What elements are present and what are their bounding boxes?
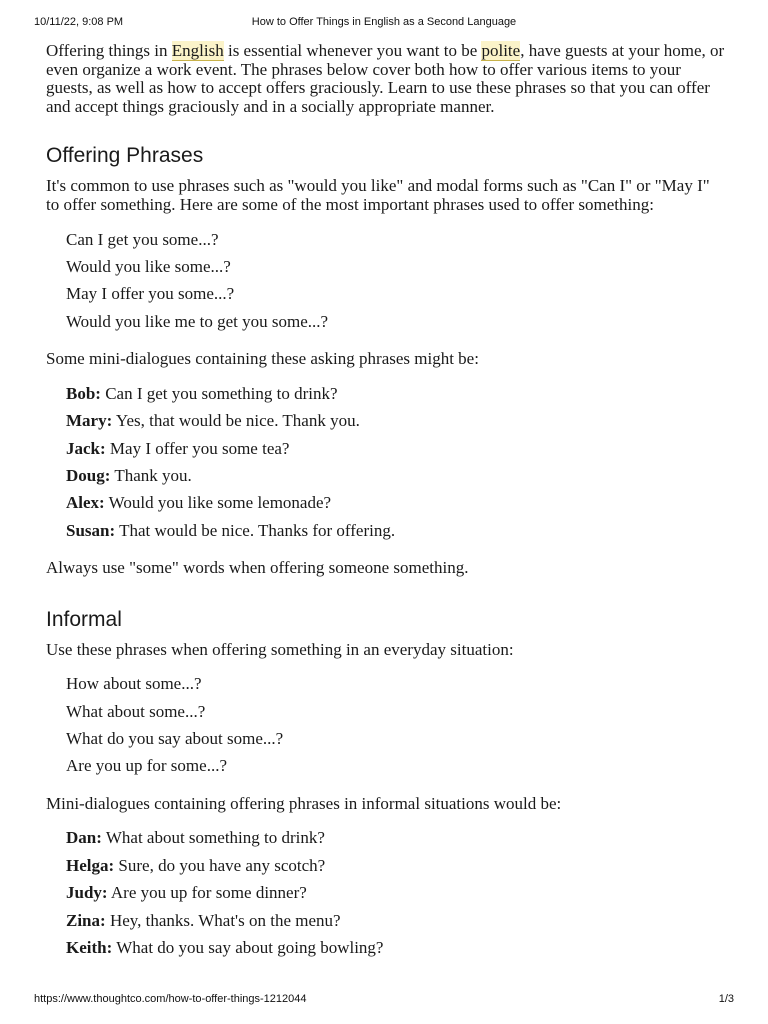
speaker-name: Susan: bbox=[66, 520, 116, 540]
print-header bbox=[0, 16, 768, 32]
list-item: Would you like some...? bbox=[66, 256, 231, 276]
speaker-name: Mary: bbox=[66, 411, 113, 431]
informal-lead: Use these phrases when offering something in an everyday situation: bbox=[46, 639, 514, 659]
list-item: Can I get you some...? bbox=[66, 229, 219, 249]
list-item: How about some...? bbox=[66, 674, 202, 694]
speaker-name: Alex: bbox=[66, 493, 105, 513]
speaker-name: Zina: bbox=[66, 910, 106, 930]
speaker-name: Keith: bbox=[66, 937, 113, 957]
speaker-name: Helga: bbox=[66, 855, 115, 875]
polite-link[interactable]: polite bbox=[481, 41, 521, 60]
section-heading-informal: Informal bbox=[46, 607, 122, 631]
print-footer bbox=[0, 993, 768, 1009]
print-title: How to Offer Things in English as a Second Language bbox=[251, 16, 517, 28]
offering-note: Always use "some" words when offering someone something. bbox=[46, 558, 469, 578]
speaker-name: Jack: bbox=[66, 438, 106, 458]
dialog-line bbox=[66, 522, 726, 549]
offering-lead: It's common to use phrases such as "would you like" and modal forms such as "Can I" or "May I" to offer something. Here are some of the most important phrases used to offer something: bbox=[46, 176, 710, 214]
offering-dialog-intro: Some mini-dialogues containing these asking phrases might be: bbox=[46, 349, 479, 369]
offering-phrase-list bbox=[66, 231, 726, 341]
intro-paragraph bbox=[46, 42, 726, 116]
dialog-text: What do you say about going bowling? bbox=[112, 937, 384, 957]
print-url: https://www.thoughtco.com/how-to-offer-things-1212044 bbox=[34, 993, 307, 1005]
dialog-line bbox=[66, 494, 726, 521]
dialog-line bbox=[66, 857, 726, 884]
dialog-text: May I offer you some tea? bbox=[105, 438, 290, 458]
dialog-line bbox=[66, 440, 726, 467]
informal-dialog-intro: Mini-dialogues containing offering phrases in informal situations would be: bbox=[46, 793, 562, 813]
speaker-name: Bob: bbox=[66, 383, 101, 403]
dialog-text: Would you like some lemonade? bbox=[104, 493, 332, 513]
article-body bbox=[46, 42, 726, 976]
list-item: Would you like me to get you some...? bbox=[66, 311, 329, 331]
dialog-text: Can I get you something to drink? bbox=[100, 383, 338, 403]
intro-text-1: Offering things in bbox=[46, 41, 172, 60]
dialog-text: Yes, that would be nice. Thank you. bbox=[112, 411, 360, 431]
speaker-name: Dan: bbox=[66, 828, 102, 848]
dialog-text: That would be nice. Thanks for offering. bbox=[115, 520, 396, 540]
dialog-text: Sure, do you have any scotch? bbox=[114, 855, 326, 875]
page-number: 1/3 bbox=[718, 993, 734, 1005]
dialog-line bbox=[66, 939, 726, 966]
intro-text-2: is essential whenever you want to be bbox=[223, 41, 482, 60]
dialog-line bbox=[66, 467, 726, 494]
dialog-text: Are you up for some dinner? bbox=[107, 883, 307, 903]
informal-dialog-list bbox=[66, 829, 726, 966]
print-date: 10/11/22, 9:08 PM bbox=[34, 16, 124, 28]
dialog-line bbox=[66, 829, 726, 856]
english-link[interactable]: English bbox=[171, 41, 224, 60]
dialog-line bbox=[66, 412, 726, 439]
speaker-name: Doug: bbox=[66, 465, 111, 485]
dialog-line bbox=[66, 912, 726, 939]
dialog-text: What about something to drink? bbox=[101, 828, 325, 848]
intro-text-3: , have guests at your home, or even organize a work event. The phrases below cover both how to offer various items to your guests, as well as how to accept offers graciously. Learn to use these phrases so that you can offer and accept things graciously and in a socially appropriate manner. bbox=[46, 41, 725, 116]
list-item: What do you say about some...? bbox=[66, 729, 284, 749]
dialog-text: Thank you. bbox=[110, 465, 192, 485]
informal-phrase-list bbox=[66, 675, 726, 785]
section-heading-offering: Offering Phrases bbox=[46, 144, 204, 168]
dialog-line bbox=[66, 385, 726, 412]
list-item: Are you up for some...? bbox=[66, 756, 227, 776]
offering-dialog-list bbox=[66, 385, 726, 549]
speaker-name: Judy: bbox=[66, 883, 108, 903]
dialog-text: Hey, thanks. What's on the menu? bbox=[105, 910, 341, 930]
list-item: What about some...? bbox=[66, 701, 206, 721]
dialog-line bbox=[66, 884, 726, 911]
list-item: May I offer you some...? bbox=[66, 284, 235, 304]
